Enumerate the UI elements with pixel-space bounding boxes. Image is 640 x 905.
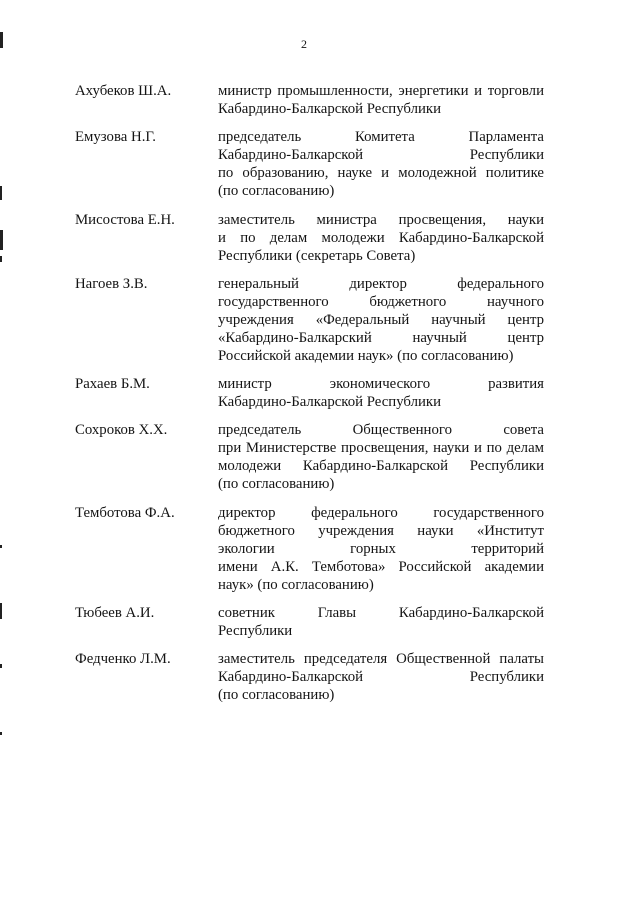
member-entry — [75, 375, 555, 411]
scan-artifact — [0, 230, 3, 250]
position-line: по образованию, науке и молодежной политике — [218, 165, 544, 182]
member-position — [218, 128, 544, 200]
member-entry — [75, 504, 555, 594]
position-line: заместитель председателя Общественной палаты — [218, 651, 544, 667]
position-line: министр промышленности, энергетики и торговли — [218, 83, 544, 99]
member-position — [218, 650, 544, 704]
member-name: Темботова Ф.А. — [75, 504, 175, 521]
scan-artifact — [0, 732, 2, 735]
member-position — [218, 421, 544, 493]
position-line: молодежи Кабардино-Балкарской Республики — [218, 458, 544, 475]
member-position — [218, 504, 544, 594]
member-name: Рахаев Б.М. — [75, 376, 150, 392]
position-line: председатель Общественного совета — [218, 422, 544, 439]
scan-artifact — [0, 603, 2, 619]
position-line: (по согласованию) — [218, 183, 335, 200]
scan-artifact — [0, 256, 2, 262]
position-line: экологии горных территорий — [218, 540, 544, 557]
member-entry — [75, 275, 555, 365]
member-entry — [75, 604, 555, 640]
scan-artifact — [0, 32, 3, 48]
position-line: Кабардино-Балкарской Республики — [218, 101, 441, 117]
position-line: Кабардино-Балкарской Республики — [218, 394, 441, 410]
position-line: министр экономического развития — [218, 376, 544, 392]
member-entry — [75, 650, 555, 704]
member-name: Мисостова Е.Н. — [75, 211, 175, 228]
position-line: Кабардино-Балкарской Республики — [218, 669, 544, 685]
position-line: «Кабардино-Балкарский научный центр — [218, 329, 544, 346]
member-name: Федченко Л.М. — [75, 651, 171, 667]
position-line: советник Главы Кабардино-Балкарской — [218, 604, 544, 621]
member-position — [218, 375, 544, 411]
member-entry — [75, 421, 555, 493]
position-line: и по делам молодежи Кабардино-Балкарской — [218, 229, 544, 246]
member-name: Нагоев З.В. — [75, 275, 148, 292]
position-line: Российской академии наук» (по согласованию) — [218, 347, 514, 364]
member-name: Тюбеев А.И. — [75, 604, 155, 621]
position-line: учреждения «Федеральный научный центр — [218, 311, 544, 328]
member-name: Ахубеков Ш.А. — [75, 83, 172, 99]
position-line: (по согласованию) — [218, 476, 335, 493]
member-entry — [75, 211, 555, 265]
members-list — [75, 82, 555, 714]
position-line: (по согласованию) — [218, 687, 335, 703]
position-line: наук» (по согласованию) — [218, 576, 374, 593]
position-line: Республики — [218, 622, 293, 639]
scan-artifact — [0, 545, 2, 548]
position-line: при Министерстве просвещения, науки и по делам — [218, 440, 544, 457]
member-name: Сохроков Х.Х. — [75, 422, 168, 439]
member-position — [218, 211, 544, 265]
position-line: председатель Комитета Парламента — [218, 129, 544, 146]
position-line: генеральный директор федерального — [218, 275, 544, 292]
position-line: бюджетного учреждения науки «Институт — [218, 522, 544, 539]
member-entry — [75, 128, 555, 200]
member-entry — [75, 82, 555, 118]
position-line: имени А.К. Темботова» Российской академии — [218, 558, 544, 575]
member-name: Емузова Н.Г. — [75, 129, 156, 146]
position-line: государственного бюджетного научного — [218, 293, 544, 310]
position-line: директор федерального государственного — [218, 504, 544, 521]
member-position — [218, 275, 544, 365]
position-line: Республики (секретарь Совета) — [218, 247, 416, 264]
member-position — [218, 604, 544, 640]
position-line: заместитель министра просвещения, науки — [218, 211, 544, 228]
scan-artifact — [0, 664, 2, 668]
member-position — [218, 82, 544, 118]
scan-artifact — [0, 186, 2, 200]
position-line: Кабардино-Балкарской Республики — [218, 147, 544, 164]
page-number: 2 — [301, 37, 307, 51]
